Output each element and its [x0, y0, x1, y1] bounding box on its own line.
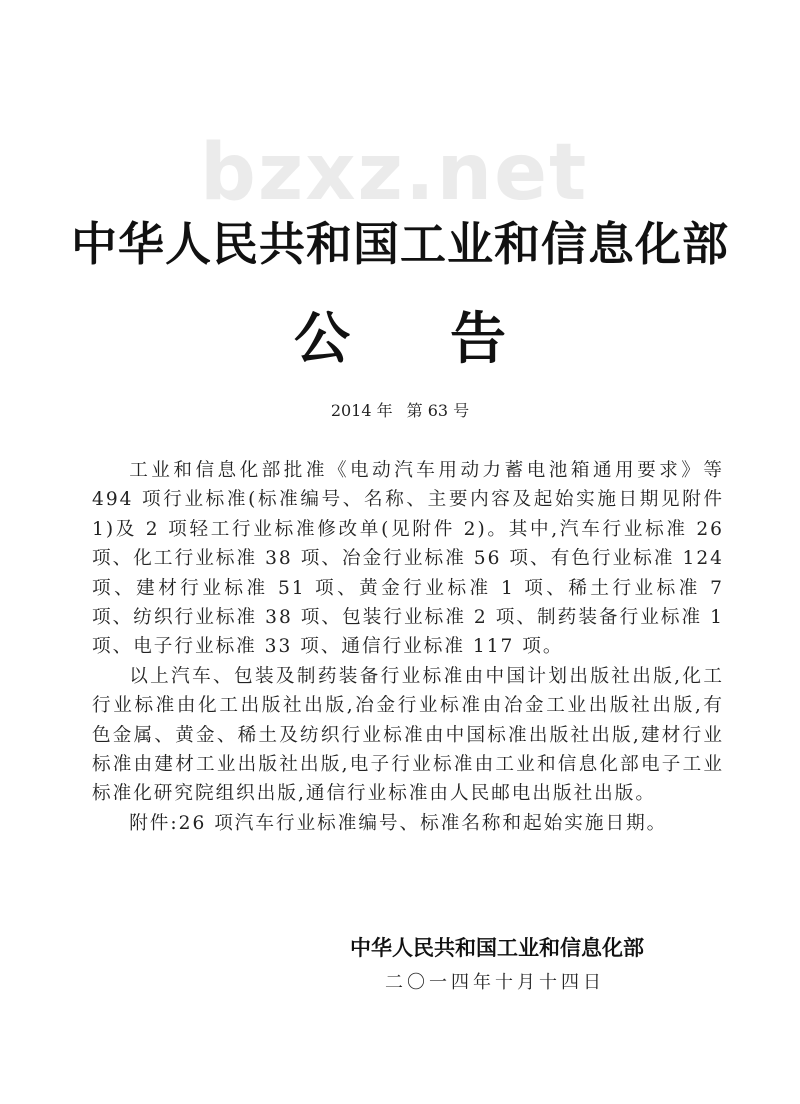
- issue-no: 第 63 号: [406, 401, 470, 420]
- paragraph-attachment: 附件:26 项汽车行业标准编号、标准名称和起始实施日期。: [129, 812, 668, 834]
- paragraph-standards-approved: 工业和信息化部批准《电动汽车用动力蓄电池箱通用要求》等494 项行业标准(标准编号、名称、主要内容及起始实施日期见附件1)及 2 项轻工行业标准修改单(见附件 2)。其中,汽车行业标准 26 项、化工行业标准 38 项、冶金行业标准 56 项、有色行业标准 124 项、建材行业标准 51 项、黄金行业标准 1 项、稀土行业标准 7 项、纺织行业标准 38 项、包装行业标准 2 项、制药装备行业标准 1 项、电子行业标准 33 项、通信行业标准 117 项。: [92, 460, 724, 658]
- organization-title: 中华人民共和国工业和信息化部: [71, 217, 729, 271]
- watermark: bzxz.net: [200, 128, 589, 218]
- document-type-char-1: 公: [294, 306, 350, 372]
- issue-year: 2014 年: [330, 401, 393, 420]
- signature-organization: 中华人民共和国工业和信息化部: [350, 935, 644, 960]
- signature-date: 二〇一四年十月十四日: [385, 972, 605, 993]
- paragraph-publishers: 以上汽车、包装及制药装备行业标准由中国计划出版社出版,化工行业标准由化工出版社出版,冶金行业标准由冶金工业出版社出版,有色金属、黄金、稀土及纺织行业标准由中国标准出版社出版,建材行业标准由建材工业出版社出版,电子行业标准由工业和信息化部电子工业标准化研究院组织出版,通信行业标准由人民邮电出版社出版。: [92, 665, 724, 805]
- issue-number: [0, 398, 800, 421]
- document-type-char-2: 告: [450, 306, 506, 372]
- document-type-heading: [0, 295, 800, 375]
- announcement-body: [92, 456, 724, 838]
